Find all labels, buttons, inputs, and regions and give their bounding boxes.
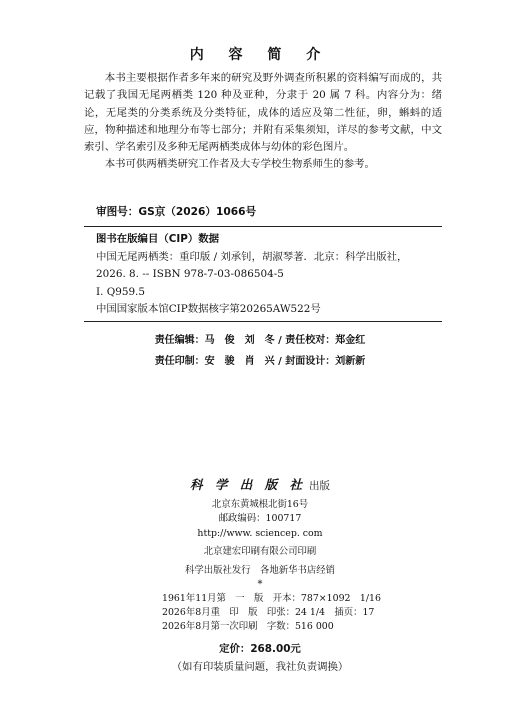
- specs-reprint-edition: 2026年8月重 印 版 印张：24 1/4 插页：17: [162, 607, 375, 618]
- cip-heading: 图书在版编目（CIP）数据: [96, 233, 220, 245]
- publisher-logo-text: 科 学 出 版 社: [190, 477, 306, 492]
- printer-line: 北京建宏印刷有限公司印刷: [203, 546, 317, 558]
- page-title: 内 容 简 介: [189, 47, 331, 63]
- publisher-line: [0, 478, 520, 495]
- summary-paragraph-1: 本书主要根据作者多年来的研究及野外调查所积累的资料编写而成的，共记载了我国无尾两栖类 120 种及亚种，分隶于 20 属 7 科。内容分为：绪论，无尾类的分类系统及分类特征，成体的适应及第二性征，卵，蝌蚪的适应，物种描述和地理分布等七部分；并附有采集须知，详尽的参考文献，中文索引、学名索引及多种无尾两栖类成体与幼体的彩色图片。: [84, 72, 442, 154]
- divider-top: [84, 226, 442, 227]
- publisher-address: 北京东黄城根北街16号: [211, 498, 309, 510]
- publisher-website: http://www. sciencep. com: [197, 527, 323, 539]
- publisher-imprint: [0, 478, 520, 591]
- cip-data-block: [96, 231, 446, 319]
- map-approval-number: 审图号：GS京（2026）1066号: [96, 206, 257, 218]
- separator-star: *: [257, 578, 263, 590]
- price: 定价：268.00元: [219, 643, 301, 655]
- edition-specs: [162, 592, 382, 634]
- specs-printing: 2026年8月第一次印刷 字数：516 000: [162, 621, 334, 632]
- cip-line-classification: Ⅰ. Q959.5: [96, 285, 145, 298]
- responsibility-credits: [0, 330, 520, 372]
- publisher-postcode: 邮政编码：100717: [218, 513, 302, 525]
- cip-line-isbn: 2026. 8. -- ISBN 978-7-03-086504-5: [96, 268, 284, 280]
- cip-line-record-number: 中国国家版本馆CIP数据核字第20265AW522号: [96, 303, 321, 315]
- cip-line-title: 中国无尾两栖类：重印版 / 刘承钊，胡淑琴著．北京：科学出版社，: [96, 250, 408, 263]
- summary-paragraph-2: 本书可供两栖类研究工作者及大专学校生物系师生的参考。: [104, 158, 375, 171]
- credits-line-production: 责任印制：安 骏 肖 兴 / 封面设计：刘新新: [154, 356, 366, 367]
- divider-bottom: [84, 321, 442, 322]
- distribution-line: 科学出版社发行 各地新华书店经销: [184, 564, 335, 576]
- quality-notice: （如有印装质量问题，我社负责调换）: [171, 661, 349, 673]
- publisher-suffix: 出版: [308, 480, 330, 492]
- credits-line-editors: 责任编辑：马 俊 刘 冬 / 责任校对：郑金红: [154, 335, 366, 346]
- specs-first-edition: 1961年11月第 一 版 开本：787×1092 1/16: [162, 593, 381, 604]
- book-summary: [84, 70, 442, 174]
